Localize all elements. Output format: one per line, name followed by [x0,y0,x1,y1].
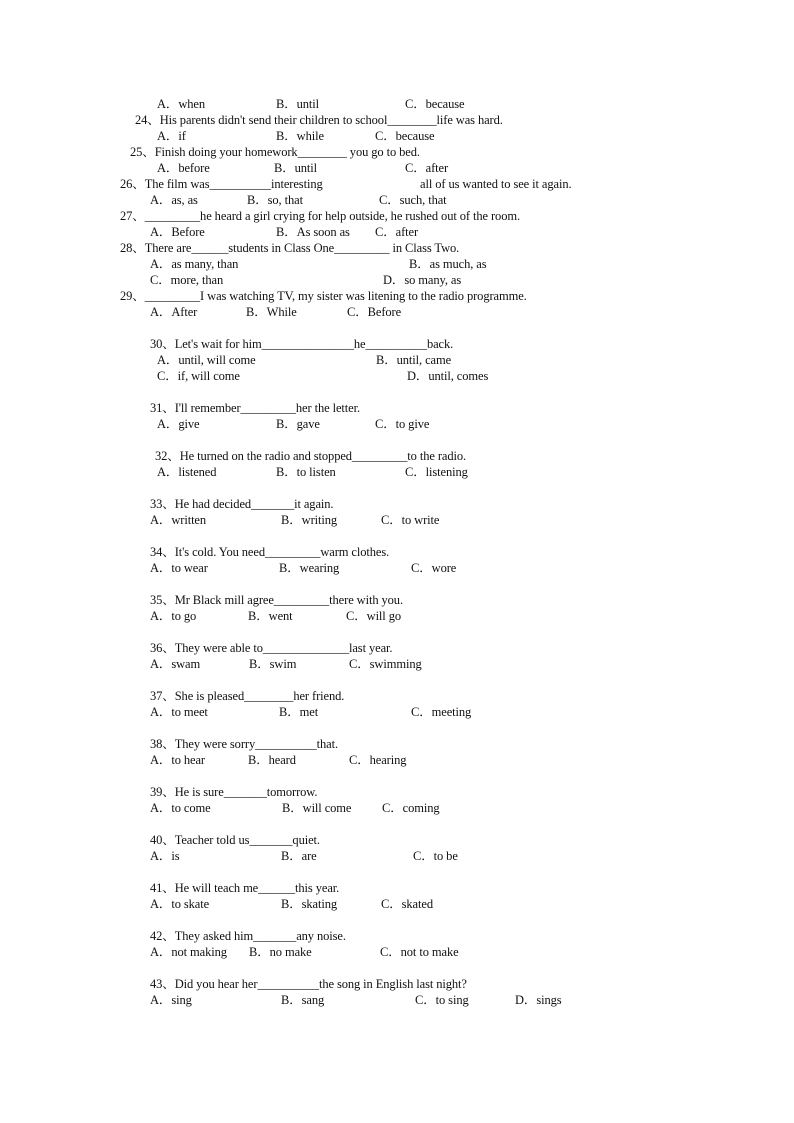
option-text: B．met [279,705,319,719]
option-text: A．as many, than [150,257,239,271]
option-text: A．After [150,305,198,319]
option-text: D．so many, as [383,273,462,287]
option-text: B．as much, as [409,257,487,271]
option-text: C．meeting [411,705,472,719]
option-text: A．to skate [150,897,210,911]
option-text: B．will come [282,801,352,815]
option-text: C．to sing [415,993,469,1007]
question-text: 32、He turned on the radio and stopped_________to the radio. [155,449,467,463]
option-text: C．wore [411,561,457,575]
option-text: A．if [157,129,186,143]
question-text: 37、She is pleased________her friend. [150,689,345,703]
question-text: 35、Mr Black mill agree_________there with you. [150,593,403,607]
option-text: A．when [157,97,206,111]
option-text: B．are [281,849,317,863]
option-text: B．so, that [247,193,303,207]
option-text: B．no make [249,945,312,959]
option-text: C．swimming [349,657,422,671]
option-text: C．to give [375,417,430,431]
option-text: A．give [157,417,200,431]
option-text: A．to hear [150,753,205,767]
option-text: A．to go [150,609,197,623]
option-text: B．As soon as [276,225,350,239]
option-text: D．sings [515,993,562,1007]
option-text: A．to meet [150,705,208,719]
option-text: A．before [157,161,210,175]
option-text: C．after [375,225,419,239]
question-text: 31、I'll remember_________her the letter. [150,401,360,415]
question-text: 34、It's cold. You need_________warm clothes. [150,545,390,559]
question-text: 43、Did you hear her__________the song in English last night? [150,977,467,991]
question-text: all of us wanted to see it again. [420,177,572,191]
option-text: B．wearing [279,561,340,575]
option-text: C．if, will come [157,369,240,383]
question-text: 27、_________he heard a girl crying for help outside, he rushed out of the room. [120,209,520,223]
option-text: C．skated [381,897,433,911]
question-text: 36、They were able to______________last year. [150,641,393,655]
option-text: D．until, comes [407,369,489,383]
question-text: 29、_________I was watching TV, my sister was litening to the radio programme. [120,289,527,303]
option-text: B．until [274,161,318,175]
question-text: 39、He is sure_______tomorrow. [150,785,318,799]
question-text: 40、Teacher told us_______quiet. [150,833,320,847]
option-text: A．is [150,849,180,863]
option-text: A．to come [150,801,211,815]
question-text: 41、He will teach me______this year. [150,881,340,895]
question-text: 26、The film was__________interesting [120,177,323,191]
option-text: B．While [246,305,297,319]
option-text: B．swim [249,657,297,671]
question-text: 42、They asked him_______any noise. [150,929,346,943]
option-text: C．after [405,161,449,175]
option-text: B．until, came [376,353,452,367]
question-text: 25、Finish doing your homework________ you go to bed. [130,145,420,159]
option-text: A．written [150,513,207,527]
option-text: C．listening [405,465,468,479]
question-text: 24、His parents didn't send their children to school________life was hard. [135,113,503,127]
option-text: A．swam [150,657,201,671]
option-text: A．not making [150,945,227,959]
option-text: C．because [405,97,465,111]
option-text: C．will go [346,609,402,623]
option-text: B．gave [276,417,320,431]
option-text: C．more, than [150,273,224,287]
question-text: 30、Let's wait for him_______________he__________back. [150,337,454,351]
option-text: B．while [276,129,324,143]
option-text: A．sing [150,993,192,1007]
option-text: B．went [248,609,293,623]
option-text: B．to listen [276,465,336,479]
option-text: A．until, will come [157,353,256,367]
question-text: 28、There are______students in Class One_________ in Class Two. [120,241,460,255]
option-text: C．such, that [379,193,447,207]
option-text: C．hearing [349,753,407,767]
option-text: B．until [276,97,320,111]
option-text: A．to wear [150,561,208,575]
option-text: B．heard [248,753,296,767]
option-text: C．to be [413,849,458,863]
option-text: A．listened [157,465,217,479]
option-text: C．because [375,129,435,143]
option-text: C．coming [382,801,440,815]
option-text: B．writing [281,513,338,527]
option-text: A．as, as [150,193,198,207]
option-text: A．Before [150,225,205,239]
option-text: B．sang [281,993,325,1007]
option-text: C．not to make [380,945,459,959]
option-text: C．Before [347,305,402,319]
question-text: 38、They were sorry__________that. [150,737,338,751]
option-text: B．skating [281,897,338,911]
question-text: 33、He had decided_______it again. [150,497,334,511]
option-text: C．to write [381,513,440,527]
